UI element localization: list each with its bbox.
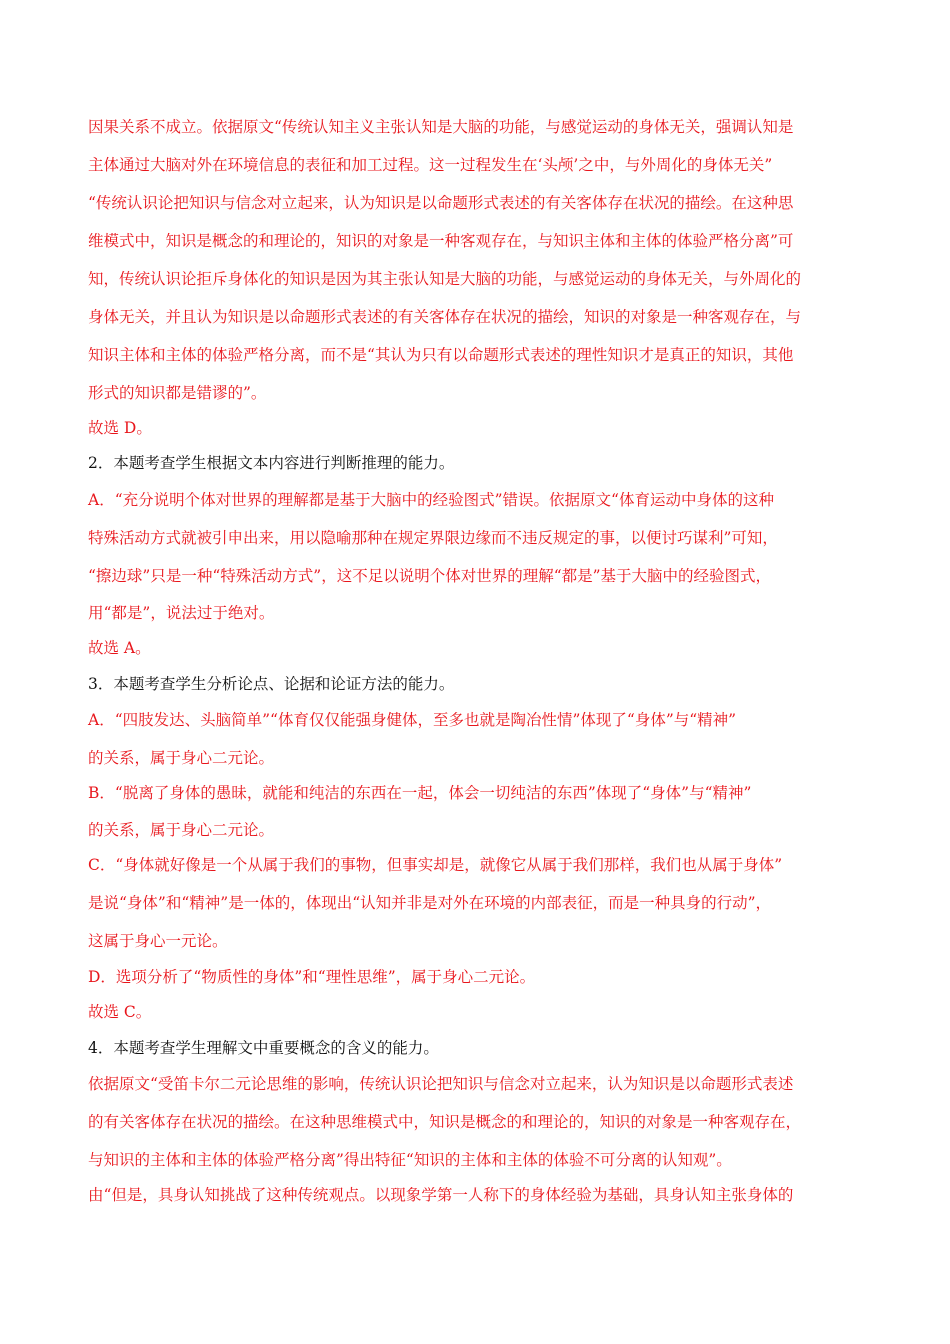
text-line: 与知识的主体和主体的体验严格分离”得出特征“知识的主体和主体的体验不可分离的认知观”。 — [88, 1151, 732, 1169]
text-line: 用“都是”，说法过于绝对。 — [88, 604, 275, 622]
text-line: 主体通过大脑对外在环境信息的表征和加工过程。这一过程发生在‘头颅’之中，与外周化的身体无关” — [88, 156, 773, 174]
text-line: “擦边球”只是一种“特殊活动方式”，这不足以说明个体对世界的理解“都是”基于大脑中的经验图式， — [88, 567, 772, 585]
text-line: A．“充分说明个体对世界的理解都是基于大脑中的经验图式”错误。依据原文“体育运动中身体的这种 — [88, 491, 774, 509]
text-line: 身体无关，并且认为知识是以命题形式表述的有关客体存在状况的描绘，知识的对象是一种客观存在，与 — [88, 308, 802, 326]
text-line: 是说“身体”和“精神”是一体的，体现出“认知并非是对外在环境的内部表征，而是一种具身的行动”， — [88, 894, 772, 912]
text-line: 知识主体和主体的体验严格分离，而不是“其认为只有以命题形式表述的理性知识才是真正的知识，其他 — [88, 346, 794, 364]
text-line: A．“四肢发达、头脑简单”“体育仅仅能强身健体，至多也就是陶冶性情”体现了“身体”与“精神” — [88, 711, 737, 729]
text-line: 特殊活动方式就被引申出来，用以隐喻那种在规定界限边缘而不违反规定的事，以便讨巧谋利”可知， — [88, 529, 778, 547]
text-line: 形式的知识都是错谬的”。 — [88, 384, 267, 402]
text-line: D．选项分析了“物质性的身体”和“理性思维”，属于身心二元论。 — [88, 968, 536, 986]
text-line: C．“身体就好像是一个从属于我们的事物，但事实却是，就像它从属于我们那样，我们也从属于身体” — [88, 856, 783, 874]
question-heading: 2．本题考查学生根据文本内容进行判断推理的能力。 — [88, 454, 455, 472]
text-line: B．“脱离了身体的愚昧，就能和纯洁的东西在一起，体会一切纯洁的东西”体现了“身体”与“精神” — [88, 784, 752, 802]
text-line: 的有关客体存在状况的描绘。在这种思维模式中，知识是概念的和理论的，知识的对象是一种客观存在， — [88, 1113, 802, 1131]
text-line: “传统认识论把知识与信念对立起来，认为知识是以命题形式表述的有关客体存在状况的描绘。在这种思 — [88, 194, 794, 212]
text-line: 知，传统认识论拒斥身体化的知识是因为其主张认知是大脑的功能，与感觉运动的身体无关，与外周化的 — [88, 270, 802, 288]
answer-choice: 故选 C。 — [88, 1003, 152, 1021]
question-heading: 3．本题考查学生分析论点、论据和论证方法的能力。 — [88, 675, 455, 693]
text-line: 由“但是，具身认知挑战了这种传统观点。以现象学第一人称下的身体经验为基础，具身认知主张身体的 — [88, 1186, 794, 1204]
text-line: 维模式中，知识是概念的和理论的，知识的对象是一种客观存在，与知识主体和主体的体验严格分离”可 — [88, 232, 794, 250]
text-line: 这属于身心一元论。 — [88, 932, 228, 950]
answer-choice: 故选 A。 — [88, 639, 151, 657]
text-line: 依据原文“受笛卡尔二元论思维的影响，传统认识论把知识与信念对立起来，认为知识是以命题形式表述 — [88, 1075, 794, 1093]
text-line: 因果关系不成立。依据原文“传统认知主义主张认知是大脑的功能，与感觉运动的身体无关，强调认知是 — [88, 118, 794, 136]
text-line: 的关系，属于身心二元论。 — [88, 749, 275, 767]
answer-choice: 故选 D。 — [88, 419, 152, 437]
text-line: 的关系，属于身心二元论。 — [88, 821, 275, 839]
question-heading: 4．本题考查学生理解文中重要概念的含义的能力。 — [88, 1039, 439, 1057]
